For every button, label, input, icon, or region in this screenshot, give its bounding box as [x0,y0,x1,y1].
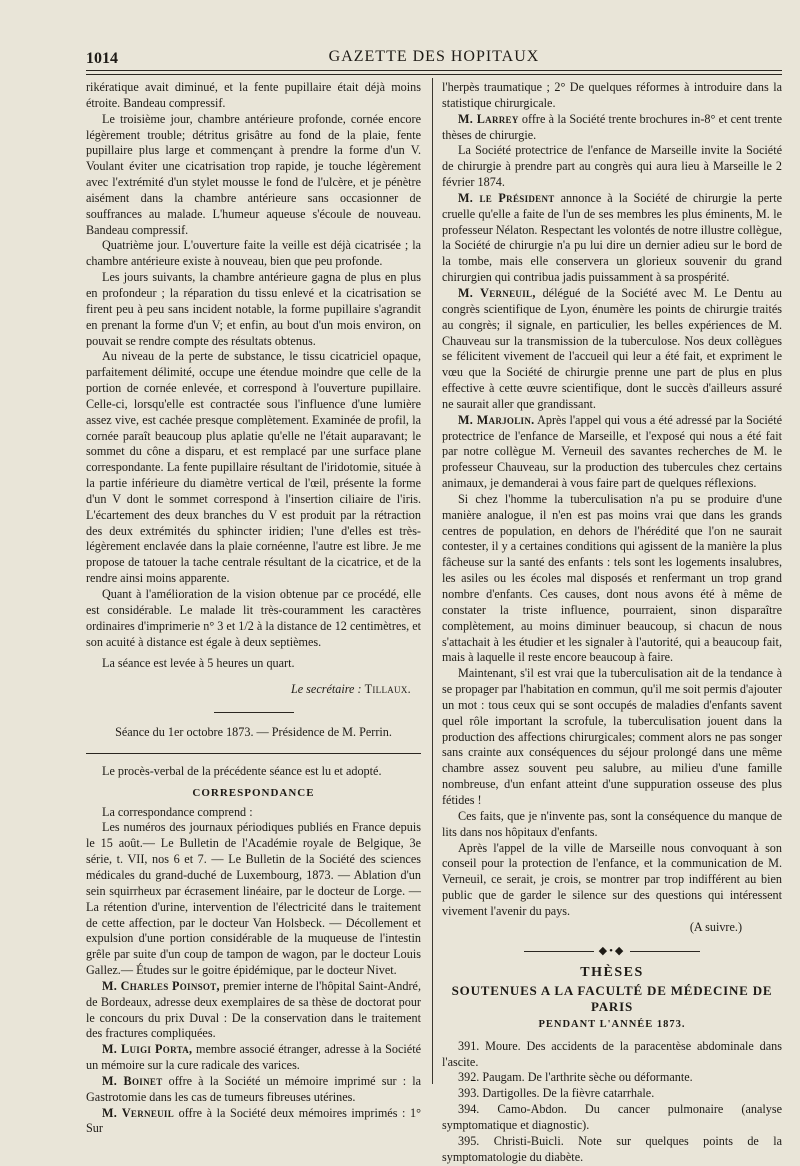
correspondance-heading: CORRESPONDANCE [192,786,315,799]
paragraph [86,1106,421,1138]
paragraph: Le procès-verbal de la précédente séance est lu et adopté. [102,763,382,778]
ornament-divider: ◆•◆ [442,944,782,960]
theses-subheading: SOUTENUES A LA FACULTÉ DE MÉDECINE DE PARIS [451,983,773,1015]
right-column [442,80,782,1166]
speaker-name: M. Luigi Porta, [102,1042,193,1057]
paragraph: rikératique avait diminué, et la fente pupillaire était déjà moins étroite. Bandeau compressif. [86,80,421,110]
theses-heading: THÈSES [580,965,644,981]
signature-label: Le secrétaire : [290,682,362,697]
speaker-name: M. le Président [458,190,555,205]
paragraph: Quatrième jour. L'ouverture faite la veille est déjà cicatrisée ; la chambre antérieure existe à nouveau, bien que peu profonde. [86,238,421,269]
paragraph: Ces faits, que je n'invente pas, sont la conséquence du manque de lits dans nos hôpitaux d'enfants. [442,808,782,839]
page-number: 1014 [86,50,118,67]
speaker-name: M. Larrey [458,111,519,126]
signature-name: Tillaux. [364,682,411,697]
paragraph-text: Après l'appel qui vous a été adressé par la Société protectrice de l'enfance de Marseille, et l'exposé qui nous a été fait par notre collègue M. Verneuil des savantes recherches de M. le professeur Chauveau, sur la production des tubercules chez certains animaux, je demanderai à vous faire part de quelques réflexions. [442,412,782,491]
column-divider [432,78,433,1084]
theses-year: PENDANT L'ANNÉE 1873. [538,1018,686,1030]
these-item: 391. Moure. Des accidents de la paracentèse abdominale dans l'ascite. [442,1038,782,1069]
paragraph-text: offre à la Société un mémoire imprimé sur : la Gastrotomie dans les cas de tumeurs fibreuses utérines. [86,1073,421,1104]
these-item: 393. Dartigolles. De la fièvre catarrhale. [458,1086,655,1101]
to-be-continued: (A suivre.) [689,919,742,934]
paragraph: La séance est levée à 5 heures un quart. [102,656,295,671]
these-item: 394. Camo-Abdon. Du cancer pulmonaire (analyse symptomatique et diagnostic). [442,1102,782,1132]
paragraph [442,286,782,413]
paragraph [86,1042,421,1074]
paragraph: Les numéros des journaux périodiques publiés en France depuis le 15 août.— Le Bulletin de l'Académie royale de Belgique, 3e série, t. VII, nos 6 et 7. — Le Bulletin de la Société des sciences médicales du grand-duché de Luxembourg, 1873. — Ablation d'un sein squirrheux par écrasement linéaire, par le docteur de Lorge. — La rétention d'urine, intervention de l'électricité dans le traitement de cette affection, par le docteur Van Holsbeck. — Décollement et expulsion d'une portion considérable de la muqueuse de l'intestin grêle par suite d'un coup de tampon de wagon, par le docteur Louis Gallez.— Études sur le goitre épidémique, par le docteur Nivet. [86,820,421,978]
paragraph [442,112,782,144]
paragraph-text: offre à la Société deux mémoires imprimés : 1° Sur [86,1105,421,1136]
paragraph [442,413,782,492]
column-rule [86,753,421,754]
paragraph: La correspondance comprend : [102,804,253,819]
paragraph-text: délégué de la Société avec M. Le Dentu au congrès scientifique de Lyon, énumère les points de chirurgie traités au congrès; il signale, en particulier, les belles expériences de M. Chauveau sur la transmission de la tuberculose. Nos deux collègues se félicitent vivement de l'accueil qui leur a été fait, et expriment le vœu que la Société de chirurgie prenne une part de plus en plus effective à cette œuvre scientifique, dont le succès d'ailleurs assuré ne saurait aller que grandissant. [442,285,783,411]
these-item: 392. Paugam. De l'arthrite sèche ou déformante. [458,1070,693,1085]
header-rule-thin [86,74,782,75]
paragraph [86,979,421,1042]
section-divider [214,712,294,713]
paragraph: l'herpès traumatique ; 2° De quelques réformes à introduire dans la statistique chirurgicale. [442,80,782,110]
paragraph [442,191,782,286]
page-header [86,48,782,70]
these-item: 395. Christi-Buicli. Note sur quelques points de la symptomatologie du diabète. [442,1133,782,1164]
paragraph: Au niveau de la perte de substance, le tissu cicatriciel opaque, parfaitement délimité, occupe une étendue moindre que celle de la portion de cornée enlevée, et correspond à l'ouverture pupillaire. Celle-ci, lorsqu'elle est contractée sous l'influence d'une lumière assez vive, est cachée presque complètement. Examinée de profil, la cornée paraît beaucoup plus aplatie qu'elle ne l'était auparavant; le sommet du cône a disparu, et est remplacé par une surface plane correspondante. La fente pupillaire résultant de l'iridotomie, située à la partie inférieure du diamètre vertical de l'œil, présente la forme d'un V dont le sommet correspond à l'insertion ciliaire de l'iris. L'écartement des deux branches du V est produit par la rétraction des deux extrémités du sphincter iridien; l'une d'elles est très-légèrement enclavée dans la plaie cornéenne, l'autre est libre. Je me propose de tatouer la tache centrale résultant de la cicatrice, et de la rendre ainsi moins apparente. [86,349,421,586]
paragraph: Après l'appel de la ville de Marseille nous convoquant à son conseil pour la protection de l'enfance, et la communication de M. Verneuil, ce serait, je crois, se montrer par trop indifférent au bien public que de garder le silence sur des questions qui intéressent vivement l'avenir du pays. [442,840,782,918]
paragraph: Maintenant, s'il est vrai que la tuberculisation ait de la tendance à se propager par l'habitation en commun, qu'il me soit permis d'ajouter un mot : tous ceux qui se sont occupés de maladies d'enfants savent quel rôle important la scrofule, la tuberculisation jouent dans la production des affections chirurgicales; comment alors ne pas songer sans crainte aux conséquences du séjour prolongé dans une même chambre assez souvent peu salubre, au milieu d'une famille nombreuse, d'un enfant atteint d'une suppuration osseuse des plus fétides ! [442,666,782,807]
speaker-name: M. Verneuil [102,1105,175,1120]
left-column [86,80,421,1137]
speaker-name: M. Marjolin. [458,412,535,427]
paragraph: Les jours suivants, la chambre antérieure gagna de plus en plus en profondeur ; la réparation du tissu enlevé et la cicatrisation se firent peu à peu sans incident notable, la forme pupillaire s'agrandit en prenant la forme d'un V; et enfin, au bout d'un mois environ, on pouvait se rendre compte des résultats obtenus. [86,270,421,348]
header-rule [86,70,782,71]
paragraph: La Société protectrice de l'enfance de Marseille invite la Société de chirurgie à prendre part au congrès qui aura lieu à Marseille le 2 février 1874. [442,143,782,190]
paragraph-text: premier interne de l'hôpital Saint-André, de Bordeaux, adresse deux exemplaires de sa thèse de doctorat pour le concours du prix Duval : De la conservation dans le traitement des fractures compliquées. [86,978,421,1041]
speaker-name: M. Boinet [102,1073,163,1088]
paragraph [86,1074,421,1106]
secretary-signature [86,682,421,698]
paragraph-text: offre à la Société trente brochures in-8° et cent trente thèses de chirurgie. [442,111,782,142]
paragraph: Le troisième jour, chambre antérieure profonde, cornée encore légèrement trouble; détritus grisâtre au fond de la plaie, fente pupillaire plus large et commençant à prendre la forme d'un V. Voulant éviter une cicatrisation trop rapide, je touche légèrement avec l'extrémité d'un stylet mousse le fond de l'ulcère, et je pénètre aisément dans la chambre antérieure sans occasionner de souffrances au malade. L'humeur aqueuse s'écoule de nouveau. Bandeau compressif. [86,111,421,237]
paragraph: Si chez l'homme la tuberculisation n'a pu se produire d'une manière analogue, il n'en est pas moins vrai que dans les grands centres de population, en dehors de l'hérédité que l'on ne saurait contester, il y a certaines conditions qui agissent de la manière la plus fâcheuse sur la santé des enfants : tels sont les logements insalubres, les asiles ou les écoles mal disposés et renfermant un trop grand nombre d'enfants. Ces causes, dont nous avons été à même de constater la triste influence, pourraient, sinon disparaître complètement, au moins diminuer beaucoup, si chacun de nous s'attachait à les étudier et les signaler à l'autorité, qui a beaucoup fait, mais à laquelle il reste encore beaucoup à faire. [442,491,782,665]
seance-heading: Séance du 1er octobre 1873. — Présidence de M. Perrin. [115,725,392,740]
paragraph-text: annonce à la Société de chirurgie la perte cruelle qu'elle a faite de l'un de ses membres les plus éminents, M. le professeur Nélaton. Respectant les volontés de notre illustre collègue, la Société de chirurgie n'a pu lui dire un dernier adieu sur le bord de la tombe, mais elle conservera un glorieux souvenir du grand chirurgien qui contribua jadis puissamment à sa prospérité. [442,190,783,285]
speaker-name: M. Verneuil, [458,285,536,300]
paragraph-text: membre associé étranger, adresse à la Société un mémoire sur la cure radicale des varices. [86,1042,422,1073]
masthead-title: GAZETTE DES HOPITAUX [328,48,540,65]
paragraph: Quant à l'amélioration de la vision obtenue par ce procédé, elle est considérable. Le malade lit très-couramment les caractères ordinaires d'imprimerie n° 3 et 1/2 à la distance de 12 centimètres, et son acuité à distance est égale à deux septièmes. [86,587,422,649]
speaker-name: M. Charles Poinsot, [102,978,220,993]
